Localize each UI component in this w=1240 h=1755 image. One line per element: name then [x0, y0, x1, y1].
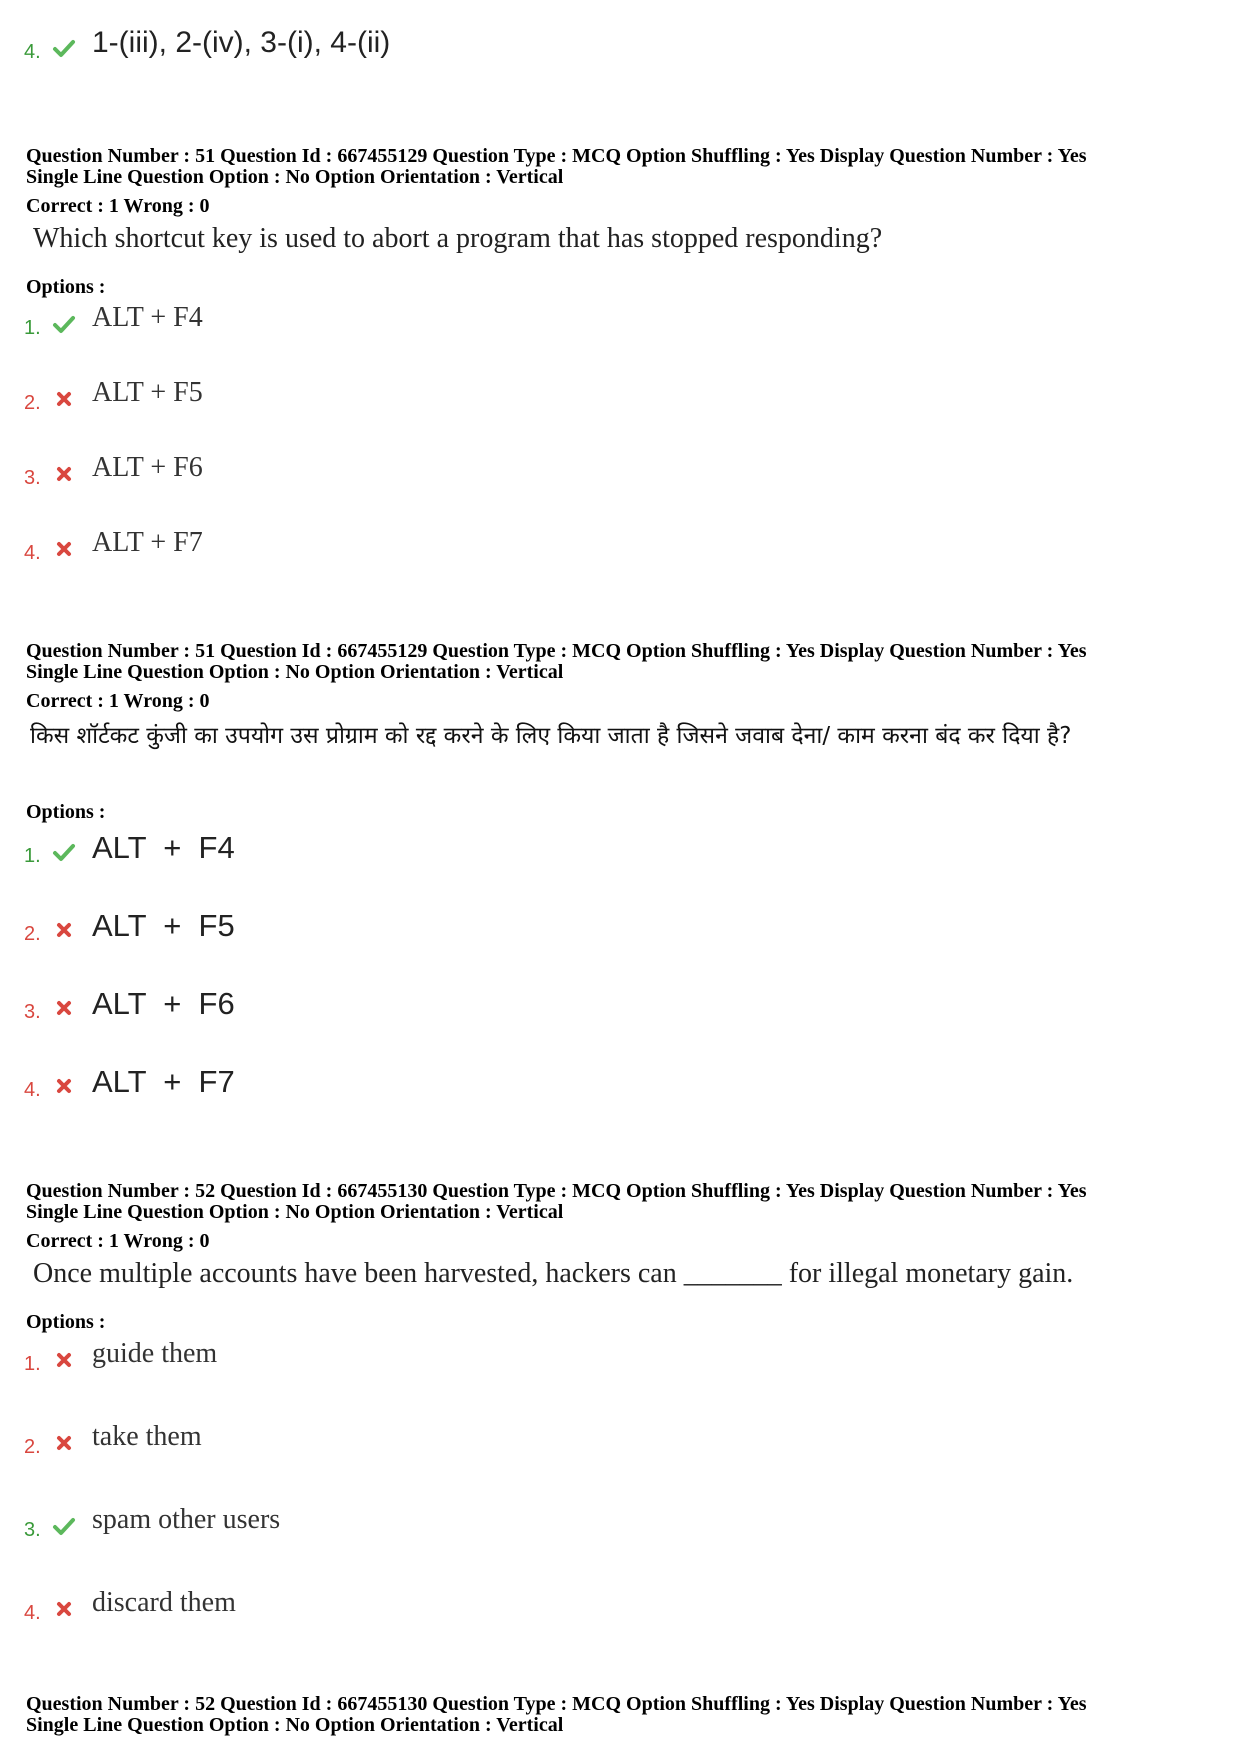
- option-item: [24, 527, 924, 567]
- option-number: 1.: [24, 317, 41, 339]
- option-item: [24, 302, 924, 342]
- option-text: ALT + F7: [92, 1064, 235, 1099]
- check-icon: [52, 1514, 76, 1538]
- option-number: 3.: [24, 1001, 41, 1023]
- option-item: [24, 1421, 924, 1461]
- option-item: [24, 908, 924, 948]
- score-line: Correct : 1 Wrong : 0: [26, 690, 210, 712]
- question-meta-line1: Question Number : 51 Question Id : 667455129 Question Type : MCQ Option Shuffling : Yes Display Question Number : Yes: [26, 145, 1087, 167]
- option-number: 1.: [24, 845, 41, 867]
- option-item: [24, 1338, 924, 1378]
- question-meta-line1: Question Number : 52 Question Id : 667455130 Question Type : MCQ Option Shuffling : Yes Display Question Number : Yes: [26, 1180, 1087, 1202]
- cross-icon: [52, 462, 76, 486]
- score-line: Correct : 1 Wrong : 0: [26, 1230, 210, 1252]
- check-icon: [52, 312, 76, 336]
- question-text: किस शॉर्टकट कुंजी का उपयोग उस प्रोग्राम को रद्द करने के लिए किया जाता है जिसने जवाब देना/ काम करना बंद कर दिया है?: [30, 723, 1072, 749]
- option-item: [24, 26, 924, 66]
- cross-icon: [52, 387, 76, 411]
- question-meta-line2: Single Line Question Option : No Option Orientation : Vertical: [26, 166, 564, 188]
- options-label: Options :: [26, 1311, 106, 1333]
- cross-icon: [52, 1074, 76, 1098]
- option-number: 2.: [24, 392, 41, 414]
- option-item: [24, 1504, 924, 1544]
- option-text: ALT + F6: [92, 986, 235, 1021]
- option-text: 1-(iii), 2-(iv), 3-(i), 4-(ii): [92, 26, 391, 59]
- question-meta-line2: Single Line Question Option : No Option Orientation : Vertical: [26, 661, 564, 683]
- cross-icon: [52, 537, 76, 561]
- cross-icon: [52, 1348, 76, 1372]
- option-text: ALT + F5: [92, 377, 203, 408]
- option-item: [24, 830, 924, 870]
- option-item: [24, 1587, 924, 1627]
- option-item: [24, 1064, 924, 1104]
- cross-icon: [52, 1597, 76, 1621]
- check-icon: [52, 36, 76, 60]
- question-meta-line1: Question Number : 51 Question Id : 667455129 Question Type : MCQ Option Shuffling : Yes Display Question Number : Yes: [26, 640, 1087, 662]
- cross-icon: [52, 918, 76, 942]
- option-number: 4.: [24, 41, 41, 63]
- cross-icon: [52, 996, 76, 1020]
- option-text: ALT + F7: [92, 527, 203, 558]
- option-number: 4.: [24, 1602, 41, 1624]
- options-label: Options :: [26, 801, 106, 823]
- option-text: guide them: [92, 1338, 218, 1369]
- question-text: Which shortcut key is used to abort a program that has stopped responding?: [33, 223, 883, 254]
- option-item: [24, 452, 924, 492]
- question-meta-line2: Single Line Question Option : No Option Orientation : Vertical: [26, 1714, 564, 1736]
- options-label: Options :: [26, 276, 106, 298]
- option-text: take them: [92, 1421, 202, 1452]
- option-item: [24, 377, 924, 417]
- question-meta-line1: Question Number : 52 Question Id : 667455130 Question Type : MCQ Option Shuffling : Yes Display Question Number : Yes: [26, 1693, 1087, 1715]
- option-text: ALT + F4: [92, 302, 203, 333]
- option-text: spam other users: [92, 1504, 281, 1535]
- option-number: 4.: [24, 1079, 41, 1101]
- option-item: [24, 986, 924, 1026]
- option-number: 1.: [24, 1353, 41, 1375]
- option-text: ALT + F4: [92, 830, 235, 865]
- cross-icon: [52, 1431, 76, 1455]
- option-text: ALT + F6: [92, 452, 203, 483]
- option-number: 4.: [24, 542, 41, 564]
- option-number: 3.: [24, 467, 41, 489]
- option-number: 3.: [24, 1519, 41, 1541]
- option-number: 2.: [24, 1436, 41, 1458]
- option-text: ALT + F5: [92, 908, 235, 943]
- option-number: 2.: [24, 923, 41, 945]
- question-meta-line2: Single Line Question Option : No Option Orientation : Vertical: [26, 1201, 564, 1223]
- check-icon: [52, 840, 76, 864]
- option-text: discard them: [92, 1587, 236, 1618]
- score-line: Correct : 1 Wrong : 0: [26, 195, 210, 217]
- question-text: Once multiple accounts have been harvested, hackers can _______ for illegal monetary gain.: [33, 1258, 1074, 1289]
